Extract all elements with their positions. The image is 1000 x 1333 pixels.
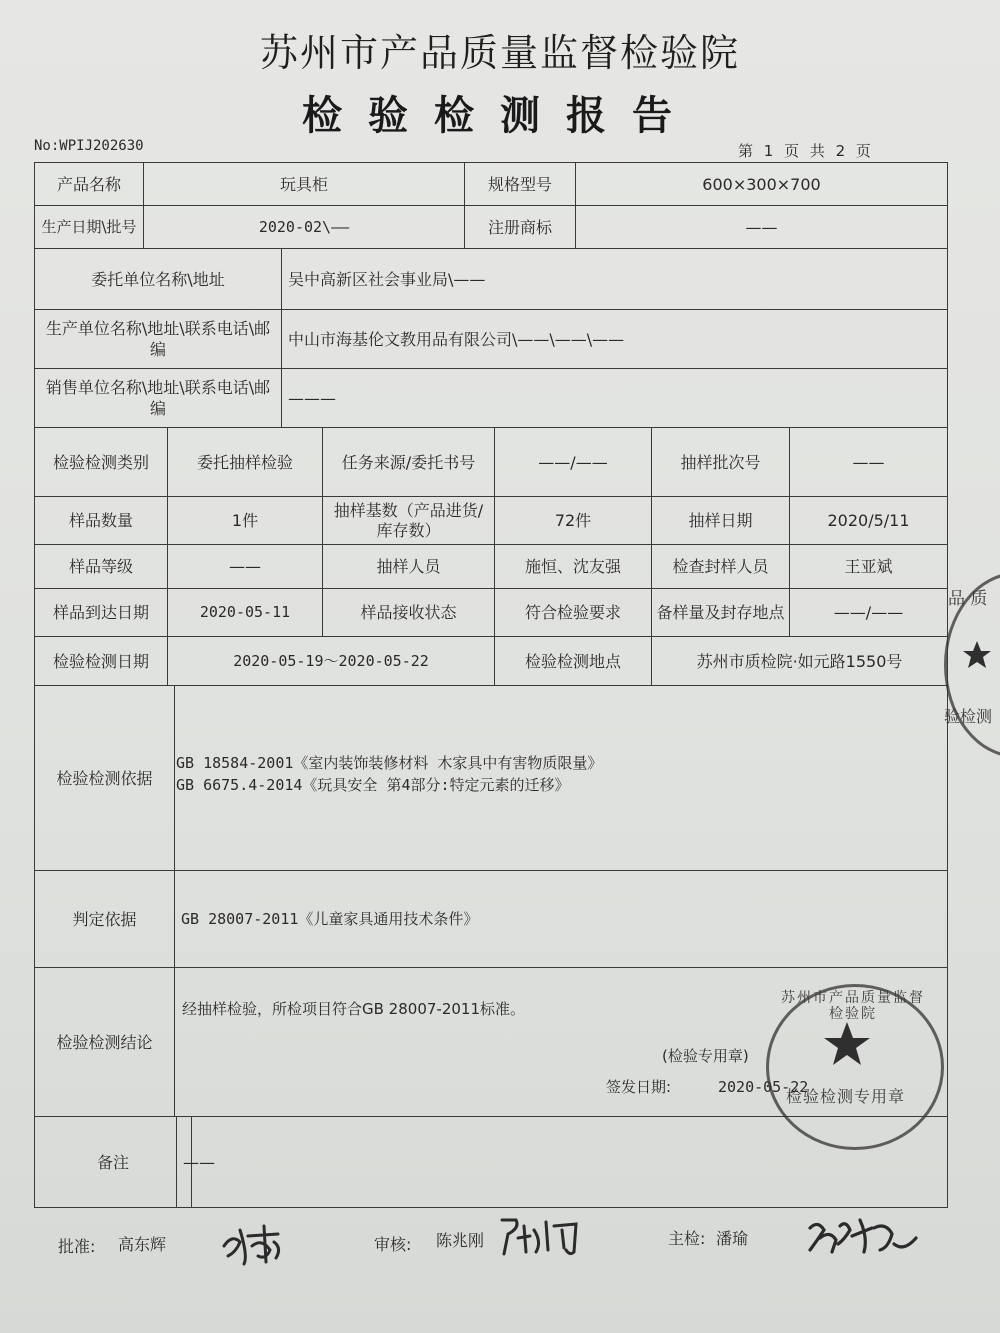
grade-label: 样品等级 (34, 544, 168, 589)
receive-value: 符合检验要求 (494, 588, 652, 637)
sample-qty-value: 1件 (167, 496, 323, 545)
category-value: 委托抽样检验 (167, 427, 323, 497)
backup-value: ——/—— (789, 588, 948, 637)
report-title: 检验检测报告 (302, 92, 698, 139)
conclusion-label: 检验检测结论 (34, 967, 175, 1117)
inspect-label: 主检: (668, 1229, 706, 1248)
place-label: 检验检测地点 (494, 636, 652, 686)
client-label: 委托单位名称\地址 (34, 248, 282, 310)
inspector-name: 潘瑜 (716, 1229, 749, 1248)
batch-no-label: 抽样批次号 (651, 427, 790, 497)
basis-line-2: GB 6675.4-2014《玩具安全 第4部分:特定元素的迁移》 (176, 776, 570, 794)
sample-qty-label: 样品数量 (34, 496, 168, 545)
sampler-label: 抽样人员 (322, 544, 495, 589)
arrival-value: 2020-05-11 (167, 588, 323, 637)
seal-sub-text: 检验检测专用章 (786, 1087, 906, 1106)
institute-title: 苏州市产品质量监督检验院 (259, 31, 740, 75)
remark-value: —— (176, 1116, 948, 1208)
product-name-label: 产品名称 (34, 162, 144, 206)
basis-label: 检验检测依据 (34, 685, 175, 871)
manufacturer-label: 生产单位名称\地址\联系电话\邮编 (34, 309, 282, 369)
base-label: 抽样基数（产品进货/库存数） (322, 496, 495, 545)
basis-line-1: GB 18584-2001《室内装饰装修材料 木家具中有害物质限量》 (176, 754, 603, 772)
sealer-value: 王亚斌 (789, 544, 948, 589)
seller-label: 销售单位名称\地址\联系电话\邮编 (34, 368, 282, 428)
receive-label: 样品接收状态 (322, 588, 495, 637)
approve-label: 批准: (58, 1237, 96, 1256)
batch-no-value: —— (789, 427, 948, 497)
arrival-label: 样品到达日期 (34, 588, 168, 637)
remark-label: 备注 (34, 1116, 192, 1208)
edge-seal-text-1: 品 质 (948, 589, 988, 609)
grade-value: —— (167, 544, 323, 589)
seal-note: (检验专用章) (662, 1047, 749, 1065)
manufacturer-value: 中山市海基伦文教用品有限公司\——\——\—— (281, 309, 948, 369)
page-info: 第 1 页 共 2 页 (738, 142, 874, 160)
prod-date-value: 2020-02\—— (143, 205, 465, 249)
edge-star-icon (962, 640, 992, 670)
sampler-value: 施恒、沈友强 (494, 544, 652, 589)
issue-date-label: 签发日期: (606, 1078, 672, 1096)
star-icon (822, 1020, 872, 1068)
reviewer-name: 陈兆刚 (436, 1231, 485, 1250)
inspector-signature (802, 1208, 920, 1262)
edge-seal-text-2: 验检测 (944, 707, 993, 726)
trademark-value: —— (575, 205, 948, 249)
client-value: 吴中高新区社会事业局\—— (281, 248, 948, 310)
approver-name: 高东辉 (118, 1235, 167, 1254)
category-label: 检验检测类别 (34, 427, 168, 497)
trademark-label: 注册商标 (464, 205, 576, 249)
issue-date-value: 2020-05-22 (718, 1078, 809, 1096)
judge-label: 判定依据 (34, 870, 175, 968)
task-source-value: ——/—— (494, 427, 652, 497)
sample-date-label: 抽样日期 (651, 496, 790, 545)
doc-number: No:WPIJ202630 (34, 138, 144, 154)
approver-signature (218, 1216, 288, 1268)
base-value: 72件 (494, 496, 652, 545)
backup-label: 备样量及封存地点 (651, 588, 790, 637)
reviewer-signature (496, 1212, 586, 1260)
spec-value: 600×300×700 (575, 162, 948, 206)
prod-date-label: 生产日期\批号 (34, 205, 144, 249)
product-name-value: 玩具柜 (143, 162, 465, 206)
seller-value: ——— (281, 368, 948, 428)
review-label: 审核: (374, 1235, 412, 1254)
seal-main-text: 苏州市产品质量监督检验院 (781, 990, 925, 1022)
test-date-value: 2020-05-19～2020-05-22 (167, 636, 495, 686)
test-date-label: 检验检测日期 (34, 636, 168, 686)
judge-value: GB 28007-2011《儿童家具通用技术条件》 (174, 870, 948, 968)
conclusion-text: 经抽样检验，所检项目符合GB 28007-2011标准。 (182, 1000, 525, 1018)
place-value: 苏州市质检院·如元路1550号 (651, 636, 948, 686)
task-source-label: 任务来源/委托书号 (322, 427, 495, 497)
spec-label: 规格型号 (464, 162, 576, 206)
sealer-label: 检查封样人员 (651, 544, 790, 589)
sample-date-value: 2020/5/11 (789, 496, 948, 545)
